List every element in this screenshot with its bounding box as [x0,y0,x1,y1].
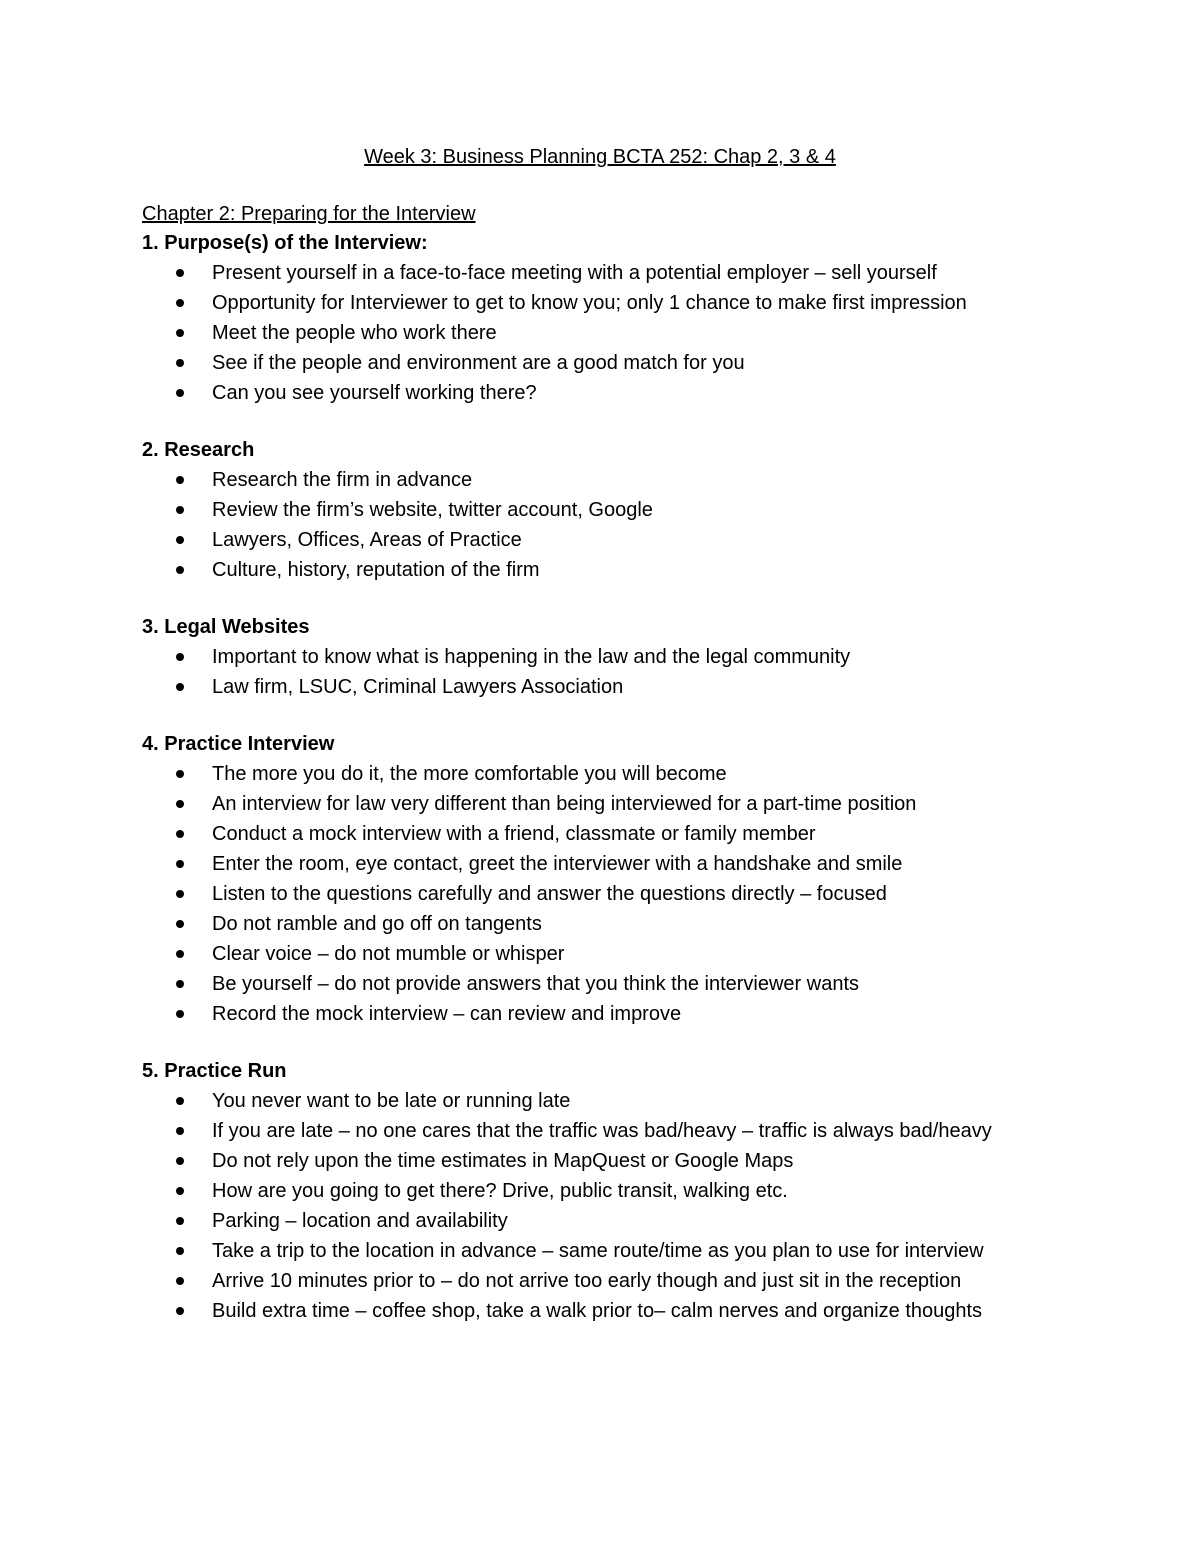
bullet-item [142,642,1142,672]
bullet-icon [176,506,184,514]
bullet-item [142,759,1142,789]
bullet-text: The more you do it, the more comfortable you will become [212,763,727,785]
bullet-icon [176,890,184,898]
bullet-item [142,879,1142,909]
bullet-icon [176,1157,184,1165]
bullet-text: Meet the people who work there [212,322,497,344]
bullet-text: How are you going to get there? Drive, public transit, walking etc. [212,1180,788,1202]
section-heading: 2. Research [142,439,255,461]
bullet-item [142,909,1142,939]
bullet-text: Review the firm’s website, twitter account, Google [212,499,653,521]
bullet-text: Law firm, LSUC, Criminal Lawyers Association [212,676,624,698]
bullet-text: Opportunity for Interviewer to get to know you; only 1 chance to make first impression [212,292,967,314]
bullet-icon [176,536,184,544]
bullet-icon [176,566,184,574]
document-title: Week 3: Business Planning BCTA 252: Chap 2, 3 & 4 [364,146,836,168]
bullet-item [142,1146,1142,1176]
section-legal-websites [142,613,1142,702]
bullet-icon [176,269,184,277]
bullet-text: Can you see yourself working there? [212,382,537,404]
bullet-text: You never want to be late or running late [212,1090,571,1112]
bullet-icon [176,1217,184,1225]
bullet-text: See if the people and environment are a good match for you [212,352,745,374]
bullet-item [142,288,1142,318]
bullet-text: Lawyers, Offices, Areas of Practice [212,529,522,551]
bullet-icon [176,830,184,838]
bullet-text: Conduct a mock interview with a friend, classmate or family member [212,823,816,845]
bullet-icon [176,476,184,484]
bullet-item [142,1236,1142,1266]
bullet-text: Arrive 10 minutes prior to – do not arrive too early though and just sit in the reception [212,1270,962,1292]
section-purpose [142,229,1142,408]
bullet-icon [176,1127,184,1135]
bullet-item [142,999,1142,1029]
bullet-icon [176,1307,184,1315]
bullet-text: Enter the room, eye contact, greet the interviewer with a handshake and smile [212,853,903,875]
bullet-item [142,1266,1142,1296]
bullet-item [142,378,1142,408]
bullet-item [142,939,1142,969]
bullet-icon [176,860,184,868]
bullet-item [142,1206,1142,1236]
bullet-text: An interview for law very different than being interviewed for a part-time position [212,793,917,815]
bullet-text: Do not rely upon the time estimates in MapQuest or Google Maps [212,1150,794,1172]
section-heading: 1. Purpose(s) of the Interview: [142,232,428,254]
bullet-text: Be yourself – do not provide answers that you think the interviewer wants [212,973,860,995]
bullet-icon [176,800,184,808]
section-heading: 3. Legal Websites [142,616,310,638]
bullet-icon [176,1097,184,1105]
section-research [142,436,1142,585]
bullet-text: Culture, history, reputation of the firm [212,559,540,581]
bullet-list [142,759,1142,1029]
bullet-text: Clear voice – do not mumble or whisper [212,943,565,965]
bullet-item [142,849,1142,879]
bullet-item [142,969,1142,999]
bullet-icon [176,1010,184,1018]
bullet-list [142,1086,1142,1326]
bullet-text: Build extra time – coffee shop, take a walk prior to– calm nerves and organize thoughts [212,1300,983,1322]
chapter-heading: Chapter 2: Preparing for the Interview [142,203,476,225]
bullet-item [142,1086,1142,1116]
document-body [142,200,1142,1326]
bullet-text: Do not ramble and go off on tangents [212,913,542,935]
bullet-icon [176,359,184,367]
bullet-item [142,1296,1142,1326]
section-practice-interview [142,730,1142,1029]
bullet-list [142,258,1142,408]
bullet-text: If you are late – no one cares that the traffic was bad/heavy – traffic is always bad/heavy [212,1120,992,1142]
bullet-icon [176,770,184,778]
bullet-item [142,819,1142,849]
bullet-item [142,555,1142,585]
bullet-icon [176,1277,184,1285]
bullet-item [142,525,1142,555]
bullet-item [142,348,1142,378]
bullet-icon [176,683,184,691]
bullet-icon [176,329,184,337]
bullet-text: Listen to the questions carefully and answer the questions directly – focused [212,883,887,905]
bullet-text: Research the firm in advance [212,469,473,491]
bullet-item [142,789,1142,819]
bullet-item [142,1176,1142,1206]
bullet-item [142,258,1142,288]
section-heading: 5. Practice Run [142,1060,287,1082]
bullet-icon [176,653,184,661]
bullet-text: Record the mock interview – can review and improve [212,1003,682,1025]
bullet-icon [176,1247,184,1255]
bullet-icon [176,299,184,307]
bullet-icon [176,1187,184,1195]
bullet-icon [176,950,184,958]
bullet-text: Important to know what is happening in the law and the legal community [212,646,851,668]
section-practice-run [142,1057,1142,1326]
bullet-list [142,465,1142,585]
bullet-item [142,318,1142,348]
bullet-icon [176,389,184,397]
bullet-text: Parking – location and availability [212,1210,508,1232]
bullet-list [142,642,1142,702]
bullet-item [142,465,1142,495]
bullet-icon [176,920,184,928]
bullet-icon [176,980,184,988]
bullet-item [142,495,1142,525]
bullet-text: Take a trip to the location in advance – same route/time as you plan to use for interview [212,1240,984,1262]
bullet-item [142,672,1142,702]
bullet-item [142,1116,1142,1146]
bullet-text: Present yourself in a face-to-face meeting with a potential employer – sell yourself [212,262,937,284]
section-heading: 4. Practice Interview [142,733,335,755]
